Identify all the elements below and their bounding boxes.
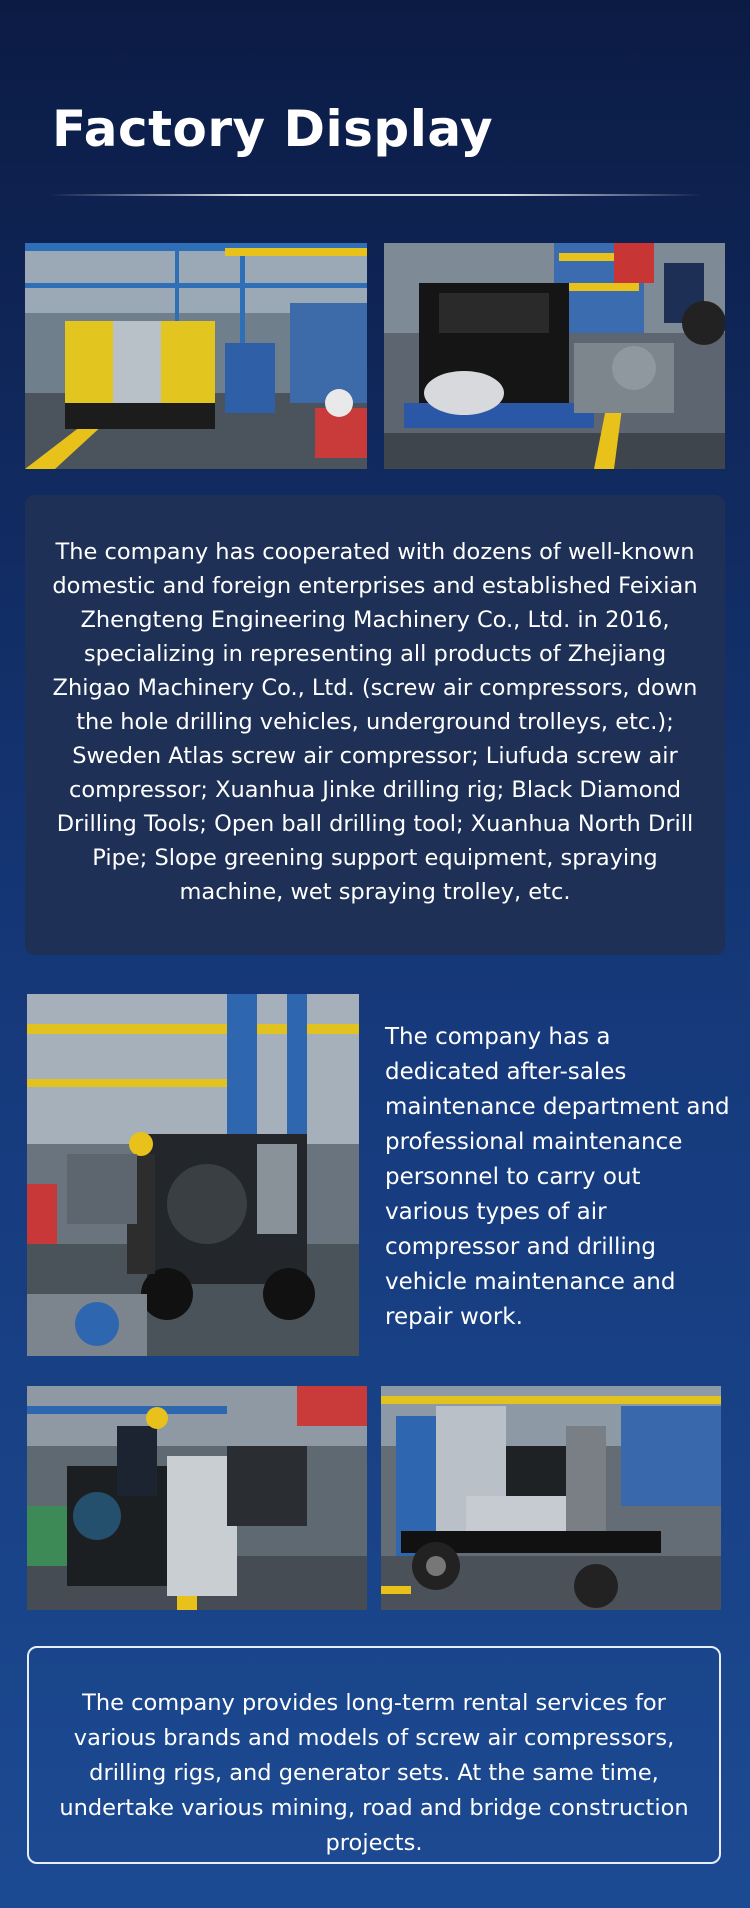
- factory-photo-compressor-line: [25, 243, 367, 469]
- title-divider: [48, 194, 703, 196]
- rental-services-text: The company provides long-term rental services for various brands and models of screw air compressors, drilling rigs, and generator sets. At the same time, undertake various mining, road and bridge construction projects.: [59, 1690, 689, 1856]
- rental-services-box: [27, 1646, 721, 1864]
- company-intro-card: [25, 495, 725, 955]
- engine-repair-photo: [27, 1386, 367, 1610]
- maintenance-workshop-photo: [27, 994, 359, 1356]
- factory-photo-engine-assembly: [384, 243, 725, 469]
- company-intro-text: The company has cooperated with dozens of well-known domestic and foreign enterprises and established Feixian Zhengteng Engineering Machinery Co., Ltd. in 2016, specializing in representing all products of Zhejiang Zhigao Machinery Co., Ltd. (screw air compressors, down the hole drilling vehicles, underground trolleys, etc.); Sweden Atlas screw air compressor; Liufuda screw air compressor; Xuanhua Jinke drilling rig; Black Diamond Drilling Tools; Open ball drilling tool; Xuanhua North Drill Pipe; Slope greening support equipment, spraying machine, wet spraying trolley, etc.: [52, 539, 698, 905]
- page-title: Factory Display: [52, 100, 494, 158]
- after-sales-text: The company has a dedicated after-sales maintenance department and professional maintenance personnel to carry out various types of air compressor and drilling vehicle maintenance and repair work.: [385, 1024, 730, 1330]
- compressor-trailer-photo: [381, 1386, 721, 1610]
